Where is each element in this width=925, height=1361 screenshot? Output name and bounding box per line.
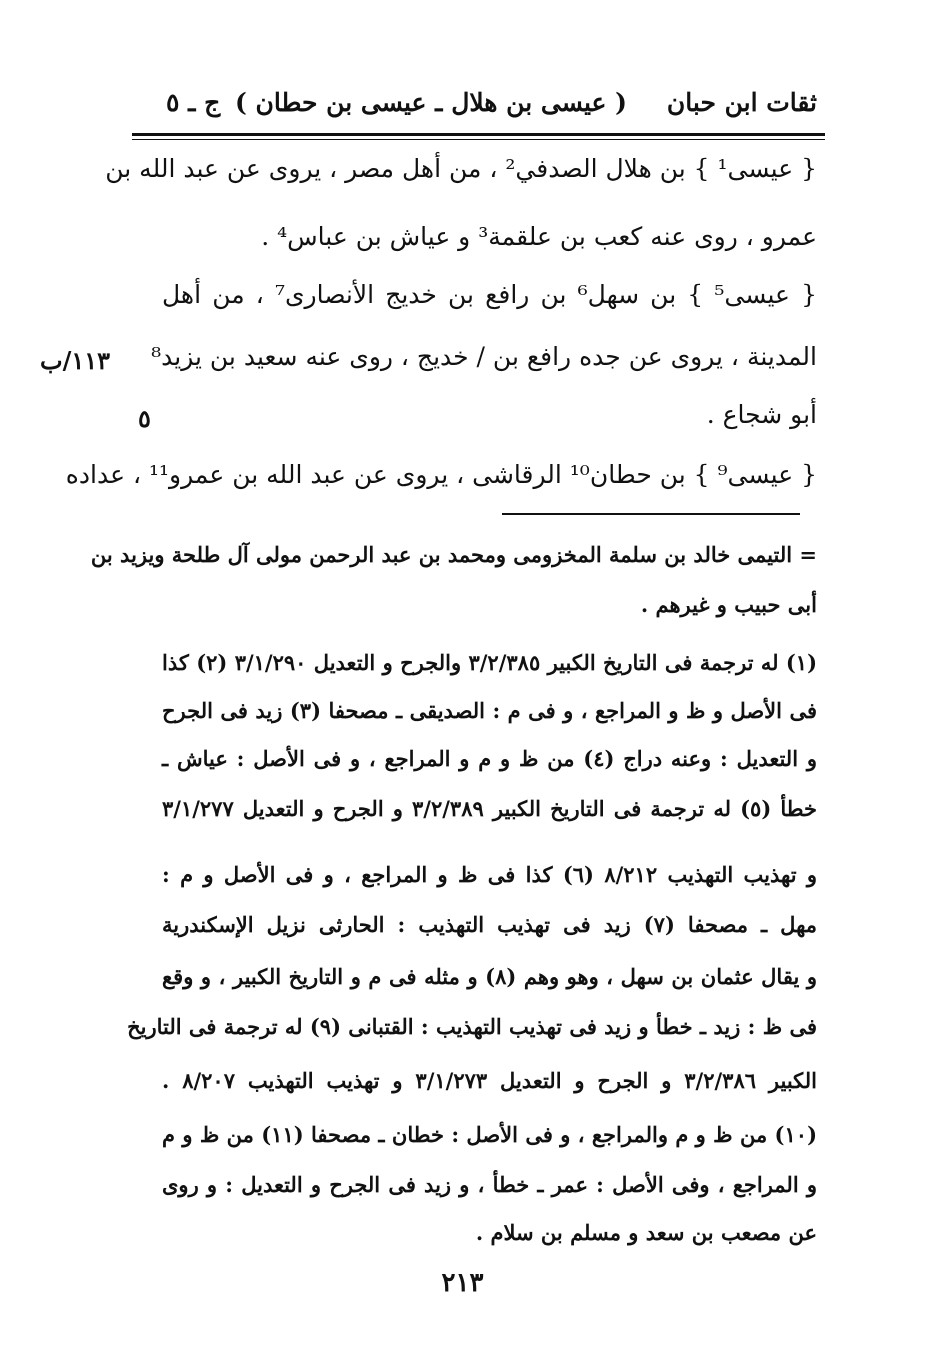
footnote-line: عن مصعب بن سعد و مسلم بن سلام . [475, 1220, 817, 1245]
entry-line: أبو شجاع . [706, 400, 817, 429]
margin-line-number: ٥ [138, 404, 151, 433]
entry-line: { عيسى⁹ } بن حطان¹⁰ الرقاشى ، يروى عن عبد الله بن عمرو¹¹ ، عداده [65, 460, 817, 489]
footnote-line: (١) له ترجمة فى التاريخ الكبير ٣/٢/٣٨٥ والجرح و التعديل ٣/١/٢٩٠ (٢) كذا [162, 650, 818, 675]
entry-line: { عيسى⁵ } بن سهل⁶ بن رافع بن خديج الأنصارى⁷ ، من أهل [162, 280, 818, 309]
footnote-line: و المراجع ، وفى الأصل : عمر ـ خطأ ، و زيد فى الجرح و التعديل : و روى [162, 1172, 817, 1197]
footnote-line: و التعديل : وعنه دراج (٤) من ظ و م و المراجع ، و فى الأصل : عياش ـ [162, 746, 817, 771]
entry-line: المدينة ، يروى عن جده رافع بن / خديج ، روى عنه سعيد بن يزيد⁸ [151, 342, 817, 371]
entry-line: عمرو ، روى عنه كعب بن علقمة³ و عياش بن عباس⁴ . [261, 222, 817, 251]
running-head-volume: ج ـ ٥ [166, 88, 221, 117]
running-head-entry-range: ( عيسى بن هلال ـ عيسى بن حطان ) [235, 88, 627, 117]
footnote-line: فى الأصل و ظ و المراجع ، و فى م : الصديقى ـ مصحفا (٣) زيد فى الجرح [162, 698, 817, 723]
footnote-line: خطأ (٥) له ترجمة فى التاريخ الكبير ٣/٢/٣٨٩ و الجرح و التعديل ٣/١/٢٧٧ [162, 796, 817, 821]
running-head-book-title: ثقات ابن حبان [666, 88, 817, 117]
continuation-line: أبى حبيب و غيرهم . [640, 592, 817, 617]
footnote-divider [502, 513, 800, 515]
footnote-line: مهل ـ مصحفا (٧) زيد فى تهذيب التهذيب : الحارثى نزيل الإسكندرية [162, 912, 817, 937]
footnote-line: و يقال عثمان بن سهل ، وهو وهم (٨) و مثله فى م و التاريخ الكبير ، و وقع [162, 964, 817, 989]
footnote-line: الكبير ٣/٢/٣٨٦ و الجرح و التعديل ٣/١/٢٧٣ و تهذيب التهذيب ٨/٢٠٧ . [162, 1068, 818, 1093]
continuation-line: = التيمى خالد بن سلمة المخزومى ومحمد بن عبد الرحمن مولى آل طلحة ويزيد بن [90, 542, 817, 567]
header-rule-thin [132, 139, 825, 140]
footnote-line: و تهذيب التهذيب ٨/٢١٢ (٦) كذا فى ظ و المراجع ، و فى الأصل و م : [162, 862, 818, 887]
margin-folio-number: ١١٣/ب [40, 346, 111, 375]
footnote-line: (١٠) من ظ و م والمراجع ، و فى الأصل : خطان ـ مصحفا (١١) من ظ و م [162, 1122, 817, 1147]
page-number: ٢١٣ [441, 1268, 484, 1298]
entry-line: { عيسى¹ } بن هلال الصدفي² ، من أهل مصر ، يروى عن عبد الله بن [105, 154, 817, 183]
header-rule [132, 133, 825, 136]
footnote-line: فى ظ : زيد ـ خطأ و زيد فى تهذيب التهذيب : القتبانى (٩) له ترجمة فى التاريخ [127, 1014, 817, 1039]
